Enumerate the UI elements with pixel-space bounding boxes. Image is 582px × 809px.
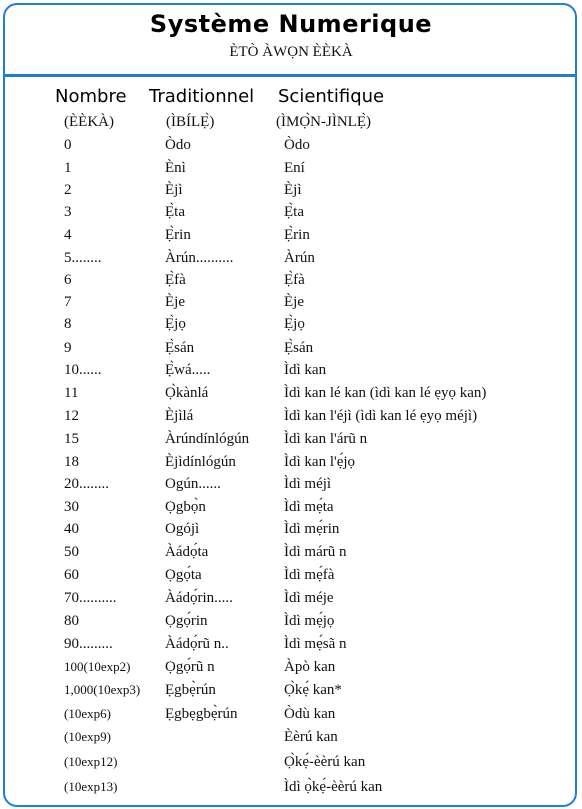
table-row — [0, 340, 582, 362]
cell-traditional: Ẹgbẹ̀rún — [165, 682, 216, 698]
table-row — [0, 659, 582, 681]
table-row — [0, 362, 582, 384]
cell-traditional: Ènì — [165, 160, 186, 176]
cell-traditional: Ẹ̀rin — [165, 227, 191, 243]
cell-scientific: Ẹ̀sán — [284, 340, 314, 356]
cell-scientific: Ení — [284, 160, 305, 176]
cell-scientific: Òdo — [284, 137, 310, 153]
cell-traditional: Ogójì — [165, 521, 200, 537]
cell-traditional: Ẹ̀wá..... — [165, 362, 211, 378]
cell-scientific: Ìdì ọ̀kẹ́-èèrú kan — [284, 779, 383, 795]
cell-number: (10exp13) — [64, 779, 118, 794]
cell-scientific: Ẹ̀jọ — [284, 316, 305, 332]
table-row — [0, 272, 582, 294]
cell-scientific: Ọ̀kẹ́ kan* — [284, 682, 342, 698]
cell-number: (10exp12) — [64, 754, 118, 769]
table-row — [0, 754, 582, 776]
cell-number: 12 — [64, 408, 79, 424]
page-title: Système Numerique — [149, 10, 433, 38]
cell-scientific: Ìdì kan — [284, 362, 327, 378]
table-row — [0, 521, 582, 543]
cell-scientific: Èjì — [284, 182, 302, 198]
cell-traditional: Ẹ̀sán — [165, 340, 195, 356]
cell-number: 8 — [64, 316, 72, 332]
cell-number: 4 — [64, 227, 72, 243]
cell-scientific: Ìdì kan l'éjì (ìdì kan lé ẹyọ méjì) — [284, 408, 478, 424]
table-row — [0, 385, 582, 407]
cell-scientific: Ìdì mẹ́fà — [284, 567, 335, 583]
cell-scientific: Àrún — [284, 250, 315, 266]
cell-number: 7 — [64, 294, 72, 310]
column-header-traditional: Traditionnel — [149, 86, 255, 107]
cell-number: 80 — [64, 613, 79, 629]
table-row — [0, 431, 582, 453]
column-subheader-number: (ÈÈKÀ) — [64, 114, 114, 130]
table-row — [0, 729, 582, 751]
cell-number: 3 — [64, 204, 72, 220]
title-divider — [5, 74, 577, 77]
cell-traditional: Ẹ̀fà — [165, 272, 186, 288]
page-subtitle: ÈTÒ ÀWỌN ÈÈKÀ — [229, 44, 353, 60]
cell-traditional: Èjìdínlógún — [165, 454, 236, 470]
cell-scientific: Ìdì méjì — [284, 476, 332, 492]
table-row — [0, 476, 582, 498]
cell-number: 9 — [64, 340, 72, 356]
table-row — [0, 227, 582, 249]
cell-scientific: Ìdì márũ n — [284, 544, 347, 560]
cell-number: 6 — [64, 272, 72, 288]
column-subheader-traditional: (ÌBÍLẸ̀) — [166, 114, 215, 130]
cell-traditional: Ogún...... — [165, 476, 221, 492]
cell-number: 70.......... — [64, 590, 117, 606]
cell-scientific: Àpò kan — [284, 659, 336, 675]
cell-scientific: Ìdì mẹ́jọ — [284, 613, 335, 629]
cell-number: (10exp6) — [64, 706, 111, 721]
cell-number: 18 — [64, 454, 79, 470]
cell-traditional: Àrún.......... — [165, 250, 234, 266]
cell-number: 11 — [64, 385, 79, 401]
table-row — [0, 779, 582, 801]
cell-number: 20........ — [64, 476, 109, 492]
table-row — [0, 408, 582, 430]
table-row — [0, 682, 582, 704]
table-row — [0, 567, 582, 589]
table-row — [0, 636, 582, 658]
cell-scientific: Ọ̀kẹ́-èèrú kan — [284, 754, 366, 770]
cell-number: 1,000(10exp3) — [64, 682, 141, 697]
cell-scientific: Ẹ̀ta — [284, 204, 304, 220]
cell-number: 10...... — [64, 362, 102, 378]
cell-number: 50 — [64, 544, 79, 560]
cell-number: 1 — [64, 160, 72, 176]
cell-scientific: Ìdì kan l'árũ n — [284, 431, 368, 447]
cell-traditional: Ọgọ́rũ n — [165, 659, 215, 675]
column-subheader-scientific: (ÌMỌ̀N-JÌNLẸ̀) — [276, 114, 371, 130]
cell-traditional: Ọ̀kànlá — [165, 385, 209, 401]
cell-traditional: Àádọ́ta — [165, 544, 209, 560]
cell-scientific: Ìdì kan lé kan (ìdì kan lé ẹyọ kan) — [284, 385, 487, 401]
cell-traditional: Òdo — [165, 137, 191, 153]
table-row — [0, 544, 582, 566]
cell-scientific: Ẹ̀fà — [284, 272, 305, 288]
cell-number: 0 — [64, 137, 72, 153]
cell-scientific: Òdù kan — [284, 706, 336, 722]
cell-scientific: Ẹ̀rin — [284, 227, 310, 243]
column-header-number: Nombre — [55, 86, 127, 107]
cell-number: 30 — [64, 499, 79, 515]
cell-scientific: Ìdì méje — [284, 590, 334, 606]
table-row — [0, 294, 582, 316]
column-header-scientific: Scientifique — [278, 86, 385, 107]
cell-number: (10exp9) — [64, 729, 111, 744]
table-row — [0, 454, 582, 476]
cell-number: 40 — [64, 521, 79, 537]
table-row — [0, 182, 582, 204]
table-row — [0, 137, 582, 159]
cell-traditional: Àrúndínlógún — [165, 431, 250, 447]
cell-traditional: Ẹgbẹgbẹ̀rún — [165, 706, 238, 722]
cell-scientific: Èèrú kan — [284, 729, 338, 745]
table-row — [0, 316, 582, 338]
cell-number: 100(10exp2) — [64, 659, 131, 674]
cell-scientific: Ìdì mẹ́rin — [284, 521, 340, 537]
cell-traditional: Ẹ̀jọ — [165, 316, 186, 332]
cell-traditional: Àádọ́rin..... — [165, 590, 233, 606]
table-row — [0, 590, 582, 612]
cell-number: 5........ — [64, 250, 102, 266]
cell-traditional: Àádọ́rũ n.. — [165, 636, 229, 652]
cell-number: 90......... — [64, 636, 113, 652]
cell-scientific: Ìdì mẹ́sã n — [284, 636, 347, 652]
table-row — [0, 250, 582, 272]
table-row — [0, 706, 582, 728]
cell-traditional: Ọgọ́ta — [165, 567, 202, 583]
cell-traditional: Ọgọ́rin — [165, 613, 208, 629]
cell-scientific: Èje — [284, 294, 304, 310]
table-row — [0, 499, 582, 521]
cell-number: 15 — [64, 431, 79, 447]
table-row — [0, 204, 582, 226]
table-row — [0, 613, 582, 635]
cell-number: 2 — [64, 182, 72, 198]
table-row — [0, 160, 582, 182]
cell-traditional: Èjìlá — [165, 408, 194, 424]
cell-traditional: Ọgbọ̀n — [165, 499, 206, 515]
cell-traditional: Èjì — [165, 182, 183, 198]
cell-number: 60 — [64, 567, 79, 583]
cell-traditional: Èje — [165, 294, 185, 310]
cell-scientific: Ìdì kan l'ẹ́jọ — [284, 454, 356, 470]
cell-scientific: Ìdì mẹ́ta — [284, 499, 334, 515]
cell-traditional: Ẹ̀ta — [165, 204, 185, 220]
